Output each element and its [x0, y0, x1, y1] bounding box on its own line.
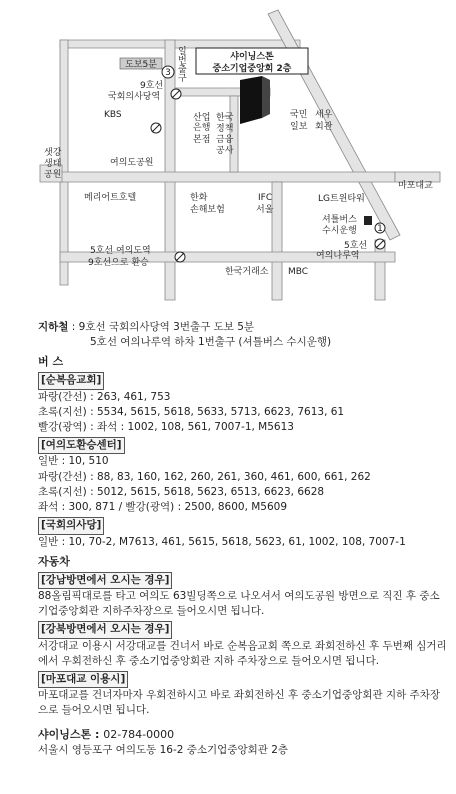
mapo-bridge-label: 마포대교 — [398, 181, 433, 191]
bus-sections — [38, 370, 448, 549]
yeouido-park-label: 여의도공원 — [110, 158, 154, 168]
shuttle-bus-label: 셔틀버스 수시운행 — [322, 215, 357, 236]
exit-vertical-label: 일 번 출 구 — [178, 47, 187, 84]
bus-route-line: 빨강(광역) : 좌석 : 1002, 108, 561, 7007-1, M5613 — [38, 421, 294, 434]
bus-icon — [364, 216, 372, 225]
location-map — [0, 0, 456, 318]
exit-1-marker: 1 — [377, 224, 383, 234]
sewoo-hall-label: 세우 회관 — [315, 110, 333, 132]
bus-route-line: 초록(지선) : 5534, 5615, 5618, 5633, 5713, 6623, 7613, 61 — [38, 405, 345, 418]
directions-info — [38, 318, 448, 758]
sanup-bank-label: 산업 은행 본점 — [193, 113, 211, 145]
bus-route-line: 일반 : 10, 70-2, M7613, 461, 5615, 5618, 5623, 61, 1002, 108, 7007-1 — [38, 535, 406, 548]
walk-5min-tag: 도보5분 — [125, 60, 157, 70]
krx-label: 한국거래소 — [225, 267, 269, 277]
car-route-text: 서강대교 이용시 서강대교를 건너서 바로 순복음교회 쪽으로 좌회전하신 후 두번째 심거리에서 우회전하신 후 중소기업중앙회관 지하 주차장으로 들어오시면 됩니다. — [38, 639, 447, 667]
car-sections — [38, 570, 448, 719]
korea-finance-label: 한국 정책 금융 공사 — [216, 113, 234, 156]
yeouido-station-label: 5호선 여의도역 9호선으로 환승 — [88, 246, 151, 268]
bus-heading: 버 스 — [38, 355, 64, 369]
car-heading: 자동차 — [38, 554, 70, 568]
car-section-title: [마포대교 이용시] — [38, 671, 128, 688]
bus-route-line: 파랑(간선) : 88, 83, 160, 162, 260, 261, 360, 461, 600, 661, 262 — [38, 470, 371, 483]
marriott-hotel-label: 메리어트호텔 — [84, 193, 137, 203]
bus-route-line: 일반 : 10, 510 — [38, 455, 109, 468]
contact-address: 서울시 영등포구 여의도동 16-2 중소기업중앙회관 2층 — [38, 743, 289, 756]
saetgang-park-label: 샛강 생태 공원 — [44, 148, 62, 180]
bus-section-title: [순복음교회] — [38, 372, 104, 389]
mbc-label: MBC — [288, 267, 309, 277]
exit-3-marker: 3 — [165, 68, 171, 78]
hanwha-label: 한화 손해보험 — [190, 193, 225, 215]
shining-stone-building — [240, 76, 262, 124]
subway-line-2: 5호선 여의나루역 하차 1번출구 (셔틀버스 수시운행) — [90, 336, 332, 349]
lg-twin-tower-label: LG트윈타워 — [318, 194, 365, 204]
kbs-label: KBS — [104, 110, 122, 120]
bus-section-title: [여의도환승센터] — [38, 437, 125, 454]
car-route-text: 88올림픽대로를 타고 여의도 63빌딩쪽으로 나오셔서 여의도공원 방면으로 직진 후 중소기업중앙회관 지하주차장으로 들어오시면 됩니다. — [38, 589, 440, 618]
subway-line-1: 지하철 : 9호선 국회의사당역 3번출구 도보 5분 — [38, 321, 255, 333]
yeouinaru-station-label: 5호선 여의나루역 — [316, 241, 368, 261]
car-section-title: [강북방면에서 오시는 경우] — [38, 621, 172, 638]
assembly-station-label: 9호선 국회의사당역 — [108, 81, 164, 102]
bus-route-line: 파랑(간선) : 263, 461, 753 — [38, 390, 171, 403]
bus-route-line: 좌석 : 300, 871 / 빨강(광역) : 2500, 8600, M5609 — [38, 501, 288, 514]
bus-route-line: 초록(지선) : 5012, 5615, 5618, 5623, 6513, 6623, 6628 — [38, 485, 325, 498]
kukmin-ilbo-label: 국민 일보 — [290, 110, 308, 132]
car-route-text: 마포대교를 건너자마자 우회전하시고 바로 좌회전하신 후 중소기업중앙회관 지하 주차장으로 들어오시면 됩니다. — [38, 689, 440, 717]
car-section-title: [강남방면에서 오시는 경우] — [38, 572, 172, 589]
ifc-label: IFC 서울 — [256, 193, 274, 215]
contact-line: 샤이닝스톤 : 02-784-0000 — [38, 727, 175, 741]
building-floor: 중소기업중앙회 2층 — [212, 64, 292, 74]
building-name: 샤이닝스톤 — [230, 52, 274, 62]
bus-section-title: [국회의사당] — [38, 517, 104, 534]
